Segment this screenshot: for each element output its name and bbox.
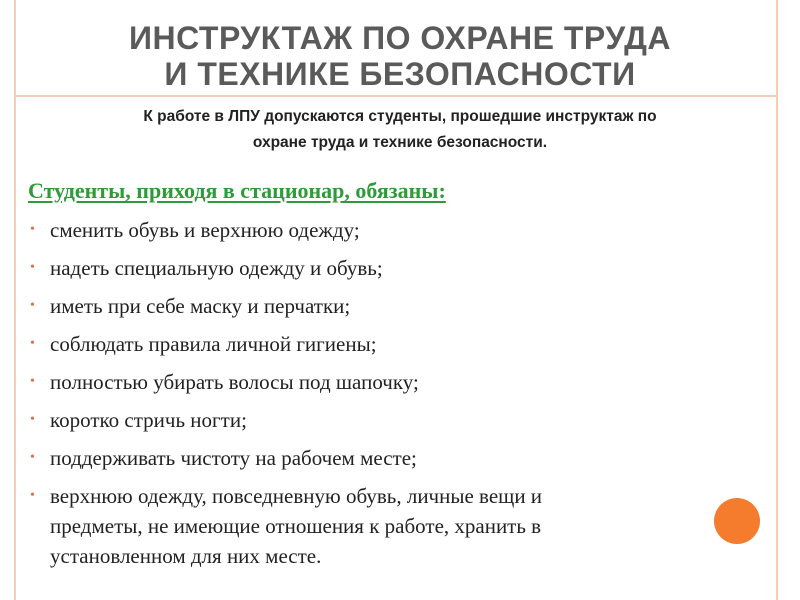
duties-list (28, 215, 748, 579)
bullet-icon: • (30, 260, 35, 275)
bullet-icon: • (30, 336, 35, 351)
list-item (28, 481, 748, 571)
bullet-icon: • (30, 374, 35, 389)
list-item (28, 367, 748, 397)
bullet-icon: • (30, 488, 35, 503)
list-item-text: иметь при себе маску и перчатки; (50, 294, 351, 318)
list-item-text: поддерживать чистоту на рабочем месте; (50, 446, 417, 470)
intro-line-1: К работе в ЛПУ допускаются студенты, прошедшие инструктаж по (143, 108, 657, 125)
bullet-icon: • (30, 412, 35, 427)
intro-line-2: охране труда и технике безопасности. (252, 134, 548, 151)
list-item (28, 253, 748, 283)
list-item-text: коротко стричь ногти; (50, 408, 247, 432)
title-line-1: ИНСТРУКТАЖ ПО ОХРАНЕ ТРУДА (128, 20, 671, 56)
slide-title (60, 20, 740, 92)
list-item-text-line-3: установленном для них месте. (50, 544, 322, 568)
list-item-text: сменить обувь и верхнюю одежду; (50, 218, 360, 242)
list-item (28, 215, 748, 245)
frame-right-line (776, 0, 778, 600)
bullet-icon: • (30, 450, 35, 465)
list-item (28, 329, 748, 359)
bullet-icon: • (30, 298, 35, 313)
decorative-circle-icon (714, 498, 760, 544)
list-item-text-line-2: предметы, не имеющие отношения к работе, хранить в (50, 514, 542, 538)
bullet-icon: • (30, 222, 35, 237)
title-divider (14, 95, 778, 97)
list-item-text-line-1: верхнюю одежду, повседневную обувь, личные вещи и (50, 484, 543, 508)
list-item (28, 405, 748, 435)
list-item (28, 291, 748, 321)
list-item (28, 443, 748, 473)
list-item-text: надеть специальную одежду и обувь; (50, 256, 383, 280)
intro-text (40, 104, 760, 156)
title-line-2: И ТЕХНИКЕ БЕЗОПАСНОСТИ (164, 56, 636, 92)
frame-left-line (14, 0, 16, 600)
list-item-text: соблюдать правила личной гигиены; (50, 332, 377, 356)
section-heading: Студенты, приходя в стационар, обязаны: (28, 178, 446, 203)
list-item-text: полностью убирать волосы под шапочку; (50, 370, 419, 394)
